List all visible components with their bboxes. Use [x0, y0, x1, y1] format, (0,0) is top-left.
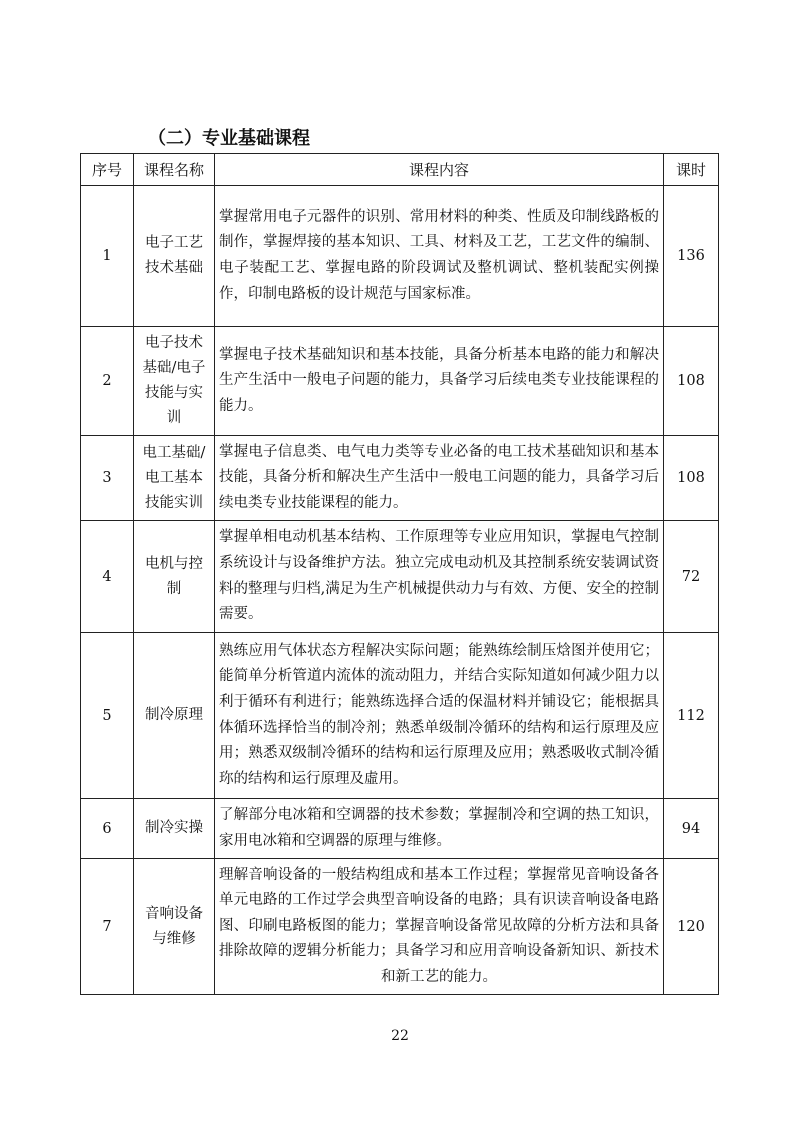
table-row: [81, 186, 719, 327]
course-table: [80, 153, 719, 995]
course-content: 熟练应用气体状态方程解决实际问题；能熟练绘制压焓图并使用它；能简单分析管道内流体的流动阻力，并结合实际知道如何减少阻力以利于循环有利进行；能熟练选择合适的保温材料并铺设它；能根据具体循环选择恰当的制冷剂；熟悉单级制冷循环的结构和运行原理及应用；熟悉双级制冷循环的结构和运行原理及应用；熟悉吸收式制冷循珎的结构和运行原理及虛用。: [215, 633, 664, 799]
row-no: 7: [81, 859, 134, 995]
page-number: 22: [391, 1028, 409, 1044]
course-name: 电工基础/电工基本技能实训: [134, 436, 215, 521]
course-name: 制冷原理: [134, 633, 215, 799]
row-no: 5: [81, 633, 134, 799]
course-name: 音响设备与维修: [134, 859, 215, 995]
course-content: 理解音响设备的一般结构组成和基本工作过程；掌握常见音响设备各单元电路的工作过学会典型音响设备的电路；具有识读音响设备电路图、印刷电路板图的能力；掌握音响设备常见故障的分析方法和具备排除故障的逻辑分析能力；具备学习和应用音响设备新知识、新技术和新工艺的能力。: [215, 859, 664, 995]
table-row: [81, 327, 719, 436]
course-content: 掌握电子技术基础知识和基本技能，具备分析基本电路的能力和解决生产生活中一般电子问题的能力，具备学习后续电类专业技能课程的能力。: [215, 327, 664, 436]
course-hours: 72: [664, 521, 719, 633]
course-hours: 94: [664, 799, 719, 859]
table-row: [81, 799, 719, 859]
header-course-name: 课程名称: [134, 154, 215, 186]
table-row: [81, 436, 719, 521]
row-no: 1: [81, 186, 134, 327]
section-title: （二）专业基础课程: [148, 128, 310, 149]
course-content: 了解部分电冰箱和空调器的技术参数；掌握制冷和空调的热工知识，家用电冰箱和空调器的原理与维修。: [215, 799, 664, 859]
course-hours: 108: [664, 327, 719, 436]
course-content: 掌握单相电动机基本结构、工作原理等专业应用知识，掌握电气控制系统设计与设备维护方法。独立完成电动机及其控制系统安装调试资料的整理与归档,满足为生产机械提供动力与有效、方便、安全的控制需要。: [215, 521, 664, 633]
table-header-row: [81, 154, 719, 186]
course-name: 电子工艺技术基础: [134, 186, 215, 327]
course-hours: 112: [664, 633, 719, 799]
table-row: [81, 521, 719, 633]
table-row: [81, 859, 719, 995]
course-name: 制冷实操: [134, 799, 215, 859]
course-hours: 108: [664, 436, 719, 521]
header-hours: 课时: [664, 154, 719, 186]
course-hours: 136: [664, 186, 719, 327]
header-course-content: 课程内容: [215, 154, 664, 186]
table-row: [81, 633, 719, 799]
row-no: 3: [81, 436, 134, 521]
course-content: 掌握常用电子元器件的识别、常用材料的种类、性质及印制线路板的制作，掌握焊接的基本知识、工具、材料及工艺，工艺文件的编制、电子装配工艺、掌握电路的阶段调试及整机调试、整机装配实例操作，印制电路板的设计规范与国家标准。: [215, 186, 664, 327]
course-name: 电子技术基础/电子技能与实训: [134, 327, 215, 436]
course-hours: 120: [664, 859, 719, 995]
row-no: 2: [81, 327, 134, 436]
course-name: 电机与控制: [134, 521, 215, 633]
row-no: 6: [81, 799, 134, 859]
course-content: 掌握电子信息类、电气电力类等专业必备的电工技术基础知识和基本技能，具备分析和解决生产生活中一般电工问题的能力，具备学习后续电类专业技能课程的能力。: [215, 436, 664, 521]
header-no: 序号: [81, 154, 134, 186]
row-no: 4: [81, 521, 134, 633]
